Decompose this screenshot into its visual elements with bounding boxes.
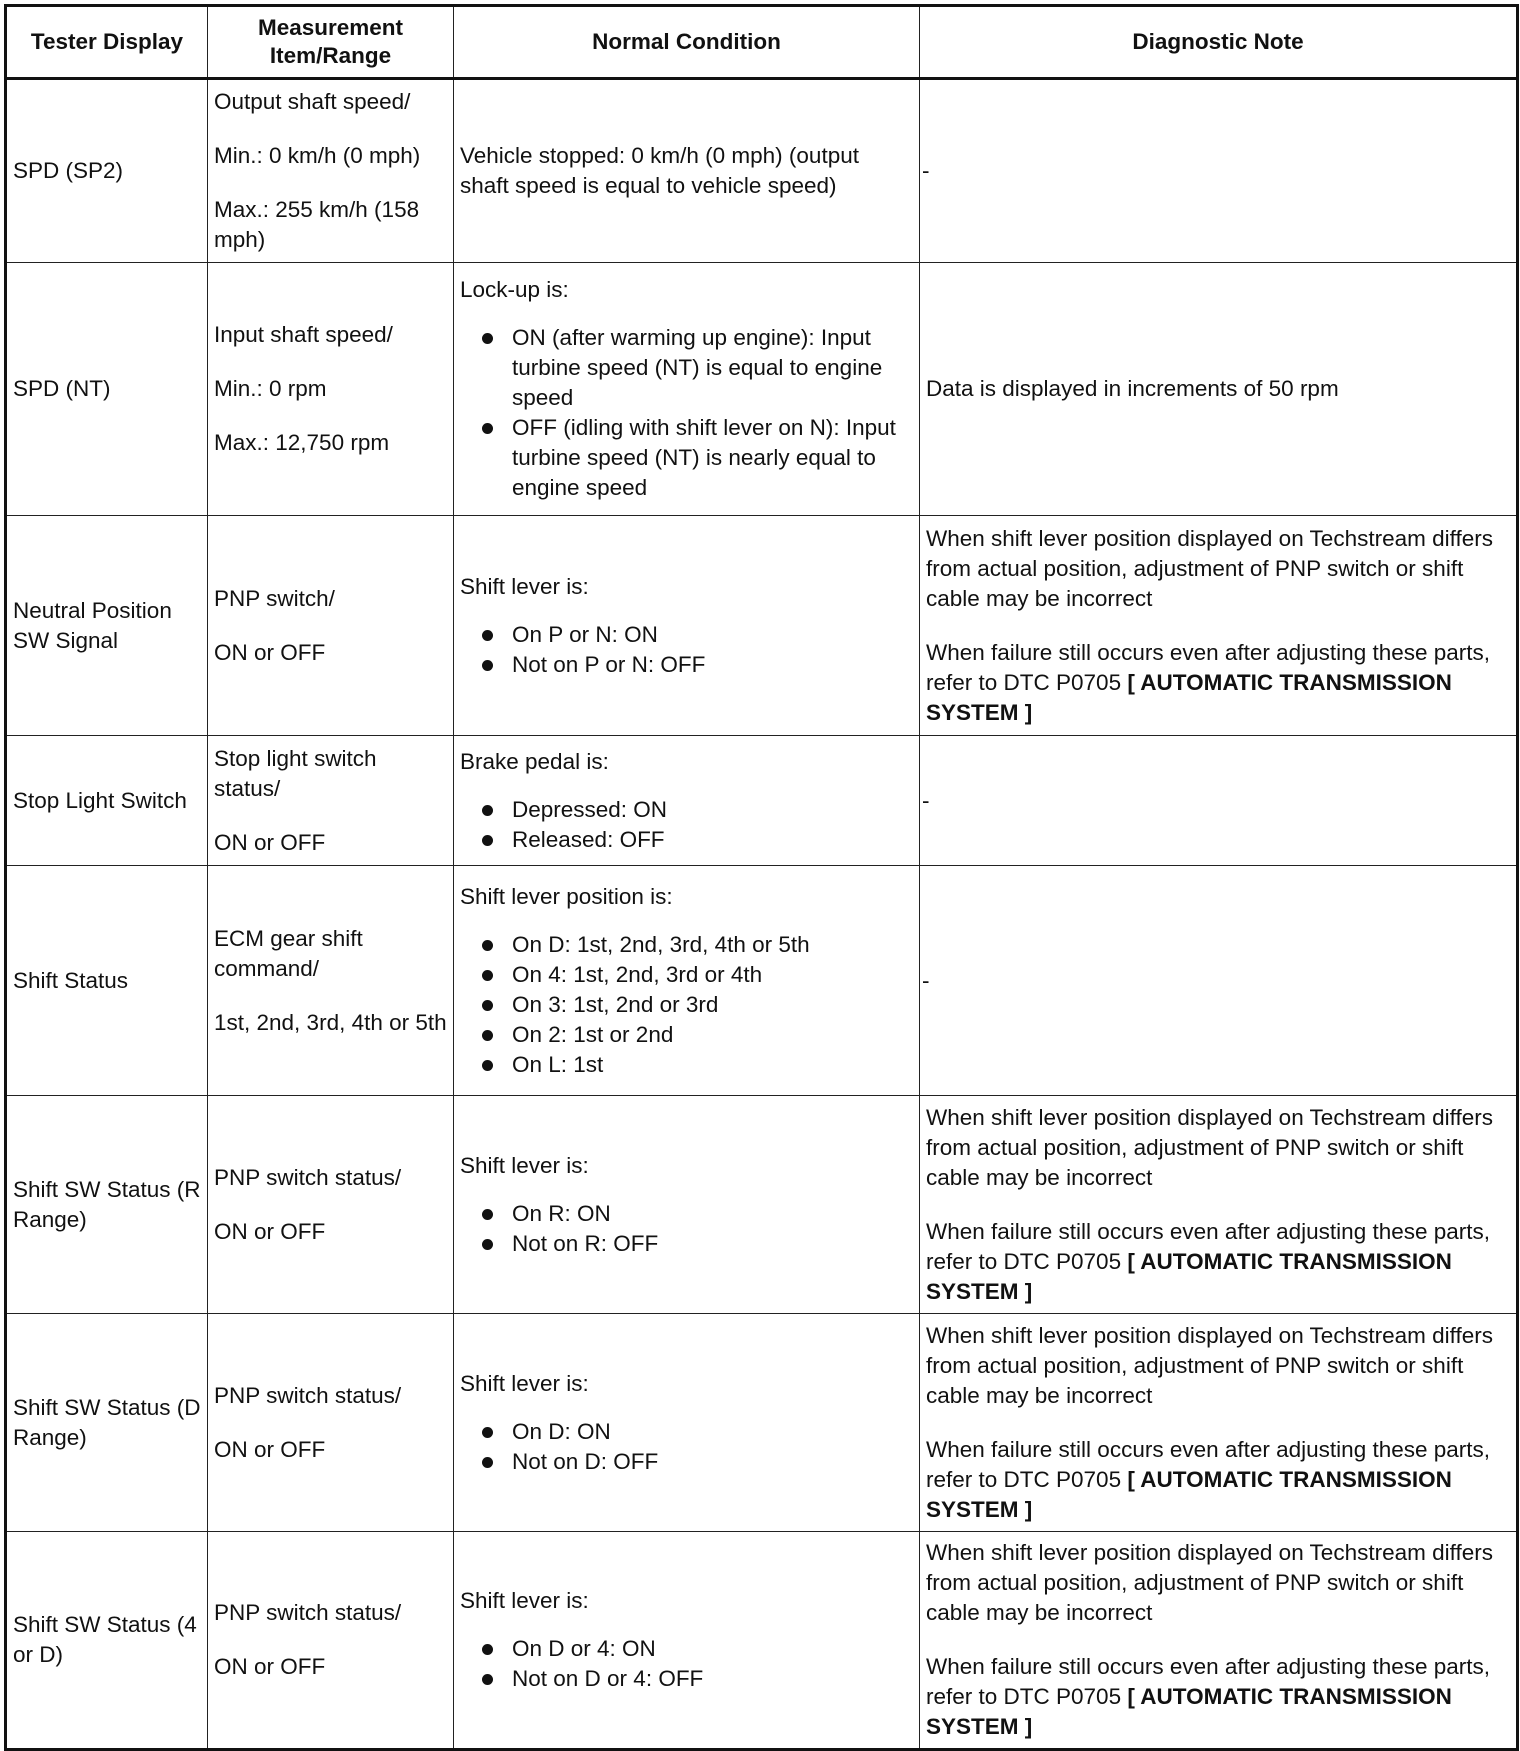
tester-display-cell: Shift SW Status (R Range)	[6, 1096, 208, 1314]
condition-item: On 4: 1st, 2nd, 3rd or 4th	[476, 960, 913, 990]
table-row	[6, 866, 1518, 1096]
tester-display-cell: Shift Status	[6, 866, 208, 1096]
diagnostic-note-cell: Data is displayed in increments of 50 rpm	[920, 263, 1518, 516]
diagnostic-note-adjustment: When shift lever position displayed on Techstream differs from actual position, adjustment of PNP switch or shift cable may be incorrect	[926, 1540, 1493, 1625]
measurement-range: ON or OFF	[214, 1218, 326, 1244]
diagnostic-note-adjustment: When shift lever position displayed on Techstream differs from actual position, adjustment of PNP switch or shift cable may be incorrect	[926, 1322, 1493, 1408]
condition-item: Depressed: ON	[476, 795, 913, 825]
diagnostic-note-dtc	[926, 1652, 1510, 1742]
measurement-cell	[208, 1314, 454, 1532]
condition-list	[460, 1634, 913, 1694]
measurement-min: Min.: 0 rpm	[214, 376, 327, 401]
measurement-item: Output shaft speed/	[214, 89, 411, 114]
measurement-cell	[208, 79, 454, 263]
condition-list	[460, 930, 913, 1080]
measurement-item: ECM gear shift command/	[214, 925, 363, 981]
condition-list	[460, 323, 913, 503]
normal-condition-cell	[454, 736, 920, 866]
diagnostic-note-cell	[920, 1314, 1518, 1532]
tester-display-cell: Shift SW Status (D Range)	[6, 1314, 208, 1532]
table-row	[6, 1096, 1518, 1314]
measurement-item: PNP switch status/	[214, 1600, 402, 1625]
condition-lead: Shift lever is:	[460, 1370, 589, 1396]
normal-condition-cell	[454, 263, 920, 516]
condition-text: Vehicle stopped: 0 km/h (0 mph) (output shaft speed is equal to vehicle speed)	[460, 143, 859, 198]
diagnostic-note-cell	[920, 1096, 1518, 1314]
dtc-reference-text: When failure still occurs even after adjusting these parts, refer to DTC P0705	[926, 1218, 1491, 1274]
dtc-link[interactable]: [ AUTOMATIC TRANSMISSION SYSTEM ]	[926, 1466, 1452, 1522]
table-row	[6, 736, 1518, 866]
table-row	[6, 516, 1518, 736]
diagnostic-note-cell: -	[920, 736, 1518, 866]
measurement-range: ON or OFF	[214, 639, 326, 665]
measurement-cell	[208, 1532, 454, 1750]
condition-list	[460, 1417, 913, 1477]
table-header-row	[6, 6, 1518, 79]
condition-item: On D: ON	[476, 1417, 913, 1447]
measurement-max: Max.: 255 km/h (158 mph)	[214, 197, 420, 252]
dtc-reference-text: When failure still occurs even after adjusting these parts, refer to DTC P0705	[926, 639, 1491, 695]
condition-item: On D: 1st, 2nd, 3rd, 4th or 5th	[476, 930, 913, 960]
diagnostic-note-cell	[920, 1532, 1518, 1750]
normal-condition-cell	[454, 1532, 920, 1750]
condition-lead: Shift lever is:	[460, 573, 589, 599]
diagnostic-note-dtc	[926, 1217, 1510, 1307]
condition-lead: Lock-up is:	[460, 277, 569, 302]
measurement-range: ON or OFF	[214, 1436, 326, 1462]
measurement-item: Input shaft speed/	[214, 322, 393, 347]
tester-display-cell: Stop Light Switch	[6, 736, 208, 866]
tester-display-cell: SPD (NT)	[6, 263, 208, 516]
diagnostic-note-adjustment: When shift lever position displayed on Techstream differs from actual position, adjustment of PNP switch or shift cable may be incorrect	[926, 1104, 1493, 1190]
condition-item: On D or 4: ON	[476, 1634, 913, 1664]
diagnostic-note-cell	[920, 516, 1518, 736]
dtc-link[interactable]: [ AUTOMATIC TRANSMISSION SYSTEM ]	[926, 669, 1452, 725]
measurement-item: Stop light switch status/	[214, 745, 377, 801]
header-tester-display: Tester Display	[6, 6, 208, 79]
condition-item: Released: OFF	[476, 825, 913, 855]
header-diagnostic-note: Diagnostic Note	[920, 6, 1518, 79]
tester-display-cell: SPD (SP2)	[6, 79, 208, 263]
measurement-item: PNP switch status/	[214, 1382, 402, 1408]
data-list-table	[4, 4, 1519, 1751]
diagnostic-note-cell: -	[920, 79, 1518, 263]
condition-list	[460, 1199, 913, 1259]
measurement-min: Min.: 0 km/h (0 mph)	[214, 143, 421, 168]
condition-item: On P or N: ON	[476, 620, 913, 650]
condition-lead: Brake pedal is:	[460, 748, 609, 774]
condition-lead: Shift lever position is:	[460, 883, 673, 909]
measurement-range: ON or OFF	[214, 1654, 326, 1679]
condition-list	[460, 620, 913, 680]
measurement-cell	[208, 1096, 454, 1314]
data-list-sheet	[4, 4, 1516, 1751]
condition-item: OFF (idling with shift lever on N): Input turbine speed (NT) is nearly equal to engine speed	[476, 413, 913, 503]
table-row	[6, 263, 1518, 516]
measurement-cell	[208, 736, 454, 866]
condition-list	[460, 795, 913, 855]
condition-item: On 2: 1st or 2nd	[476, 1020, 913, 1050]
tester-display-cell: Neutral Position SW Signal	[6, 516, 208, 736]
condition-item: ON (after warming up engine): Input turbine speed (NT) is equal to engine speed	[476, 323, 913, 413]
dtc-reference-text: When failure still occurs even after adjusting these parts, refer to DTC P0705	[926, 1654, 1491, 1709]
normal-condition-cell	[454, 79, 920, 263]
header-measurement: Measurement Item/Range	[208, 6, 454, 79]
condition-item: On 3: 1st, 2nd or 3rd	[476, 990, 913, 1020]
measurement-range: ON or OFF	[214, 829, 326, 855]
normal-condition-cell	[454, 1096, 920, 1314]
condition-item: Not on D: OFF	[476, 1447, 913, 1477]
diagnostic-note-adjustment: When shift lever position displayed on Techstream differs from actual position, adjustment of PNP switch or shift cable may be incorrect	[926, 525, 1493, 611]
table-row	[6, 1314, 1518, 1532]
table-row	[6, 1532, 1518, 1750]
dtc-link[interactable]: [ AUTOMATIC TRANSMISSION SYSTEM ]	[926, 1684, 1452, 1739]
measurement-item: PNP switch/	[214, 585, 335, 611]
dtc-link[interactable]: [ AUTOMATIC TRANSMISSION SYSTEM ]	[926, 1248, 1452, 1304]
measurement-cell	[208, 516, 454, 736]
normal-condition-cell	[454, 866, 920, 1096]
header-normal-condition: Normal Condition	[454, 6, 920, 79]
condition-item: On R: ON	[476, 1199, 913, 1229]
condition-lead: Shift lever is:	[460, 1588, 589, 1613]
condition-item: Not on D or 4: OFF	[476, 1664, 913, 1694]
condition-lead: Shift lever is:	[460, 1152, 589, 1178]
measurement-item: PNP switch status/	[214, 1164, 402, 1190]
tester-display-cell: Shift SW Status (4 or D)	[6, 1532, 208, 1750]
condition-item: On L: 1st	[476, 1050, 913, 1080]
measurement-cell	[208, 866, 454, 1096]
condition-item: Not on R: OFF	[476, 1229, 913, 1259]
measurement-cell	[208, 263, 454, 516]
diagnostic-note-dtc	[926, 1435, 1510, 1525]
normal-condition-cell	[454, 516, 920, 736]
table-row	[6, 79, 1518, 263]
measurement-max: Max.: 12,750 rpm	[214, 430, 390, 455]
dtc-reference-text: When failure still occurs even after adjusting these parts, refer to DTC P0705	[926, 1436, 1491, 1492]
normal-condition-cell	[454, 1314, 920, 1532]
condition-item: Not on P or N: OFF	[476, 650, 913, 680]
diagnostic-note-dtc	[926, 638, 1510, 728]
diagnostic-note-cell: -	[920, 866, 1518, 1096]
measurement-range: 1st, 2nd, 3rd, 4th or 5th	[214, 1009, 447, 1035]
